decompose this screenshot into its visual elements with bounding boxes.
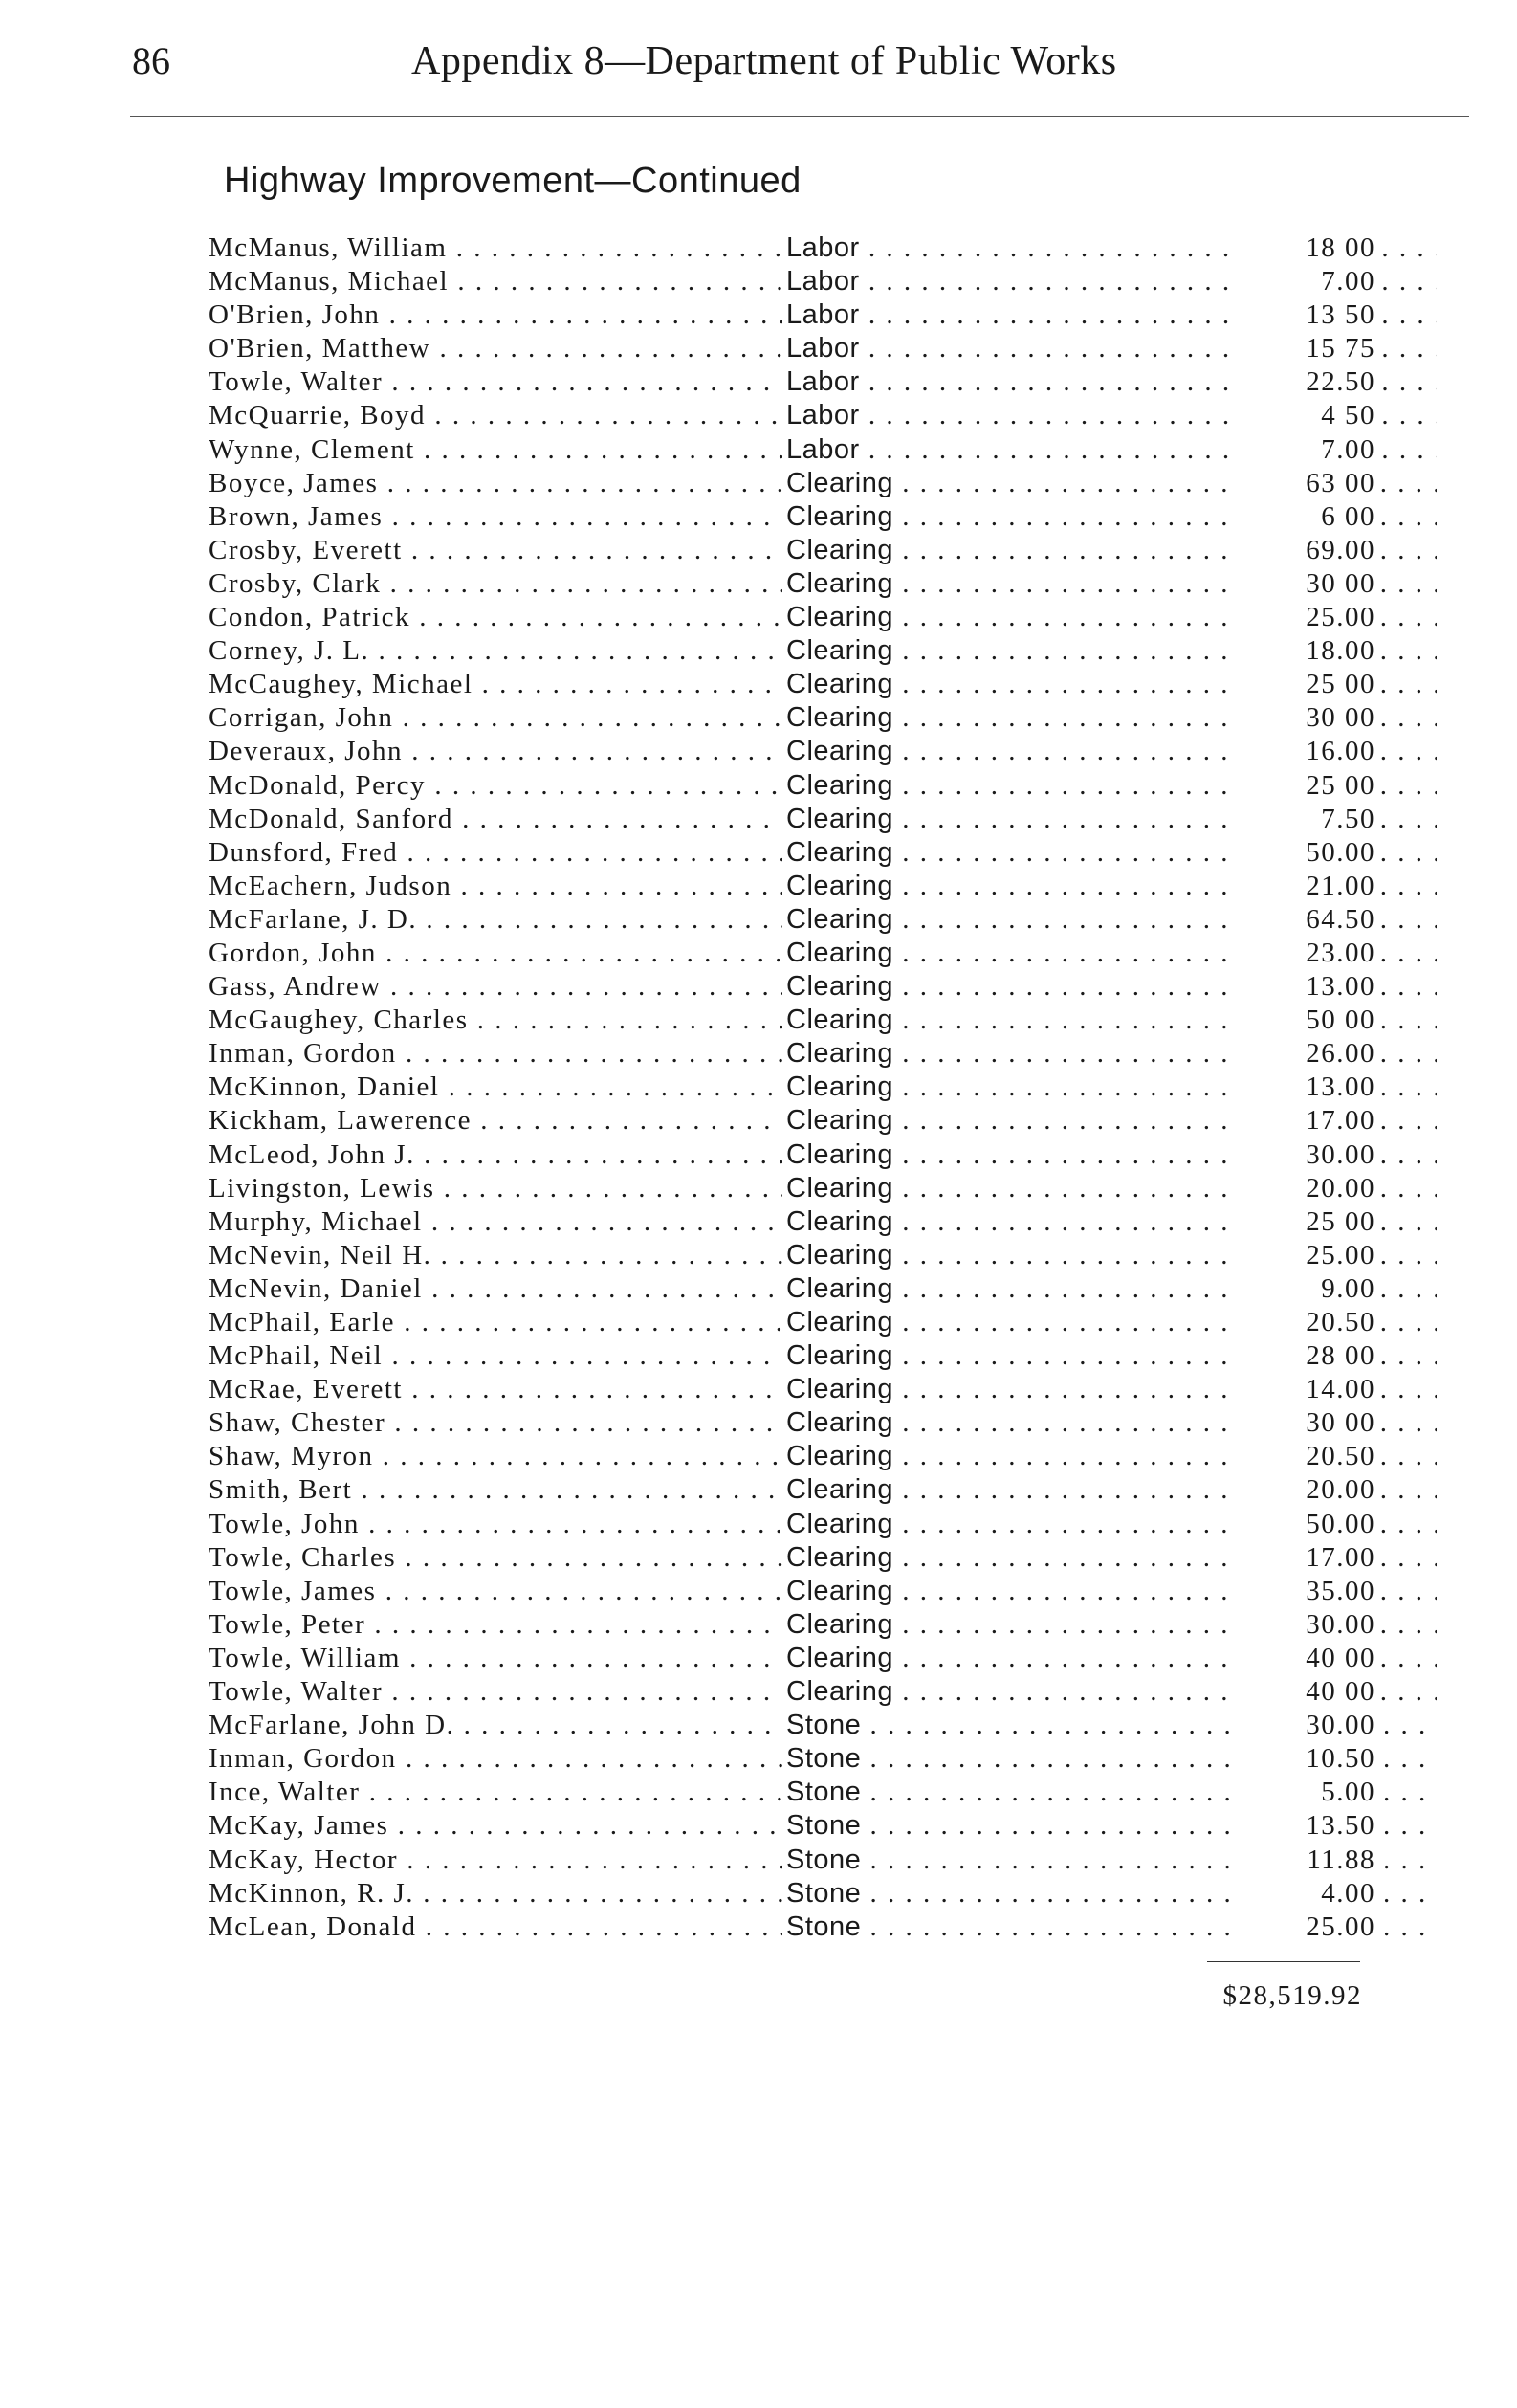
work-type: Clearing . . . bbox=[782, 836, 1437, 870]
work-type: Clearing . . . bbox=[782, 1373, 1437, 1406]
work-type: Clearing . . . bbox=[782, 937, 1437, 970]
payee-name: Gass, Andrew . . . bbox=[209, 970, 782, 1004]
work-type: Labor . . . bbox=[782, 433, 1437, 467]
ledger-row bbox=[209, 836, 1375, 870]
payee-name: Towle, William . . . bbox=[209, 1642, 782, 1675]
payee-name: Corrigan, John . . . bbox=[209, 701, 782, 735]
payee-name: McCaughey, Michael . . . bbox=[209, 668, 782, 701]
work-type: Clearing . . . bbox=[782, 1541, 1437, 1575]
work-type: Clearing . . . bbox=[782, 1172, 1437, 1205]
payment-amount: 6 00 bbox=[1234, 500, 1375, 534]
work-type: Clearing . . . bbox=[782, 970, 1437, 1004]
payee-name: McDonald, Sanford . . . bbox=[209, 803, 782, 836]
work-type: Clearing . . . bbox=[782, 601, 1437, 634]
ledger-row bbox=[209, 534, 1375, 567]
work-type: Clearing . . . bbox=[782, 1306, 1437, 1339]
work-type: Clearing . . . bbox=[782, 1071, 1437, 1104]
ledger-row bbox=[209, 1709, 1375, 1742]
payee-name: McFarlane, J. D. . . . bbox=[209, 903, 782, 937]
work-type: Clearing . . . bbox=[782, 870, 1437, 903]
work-type: Stone . . . bbox=[782, 1877, 1437, 1911]
payee-name: McGaughey, Charles . . . bbox=[209, 1004, 782, 1037]
payee-name: McPhail, Earle . . . bbox=[209, 1306, 782, 1339]
payment-amount: 13.00 bbox=[1234, 1071, 1375, 1104]
ledger-row bbox=[209, 970, 1375, 1004]
payment-amount: 30.00 bbox=[1234, 1608, 1375, 1642]
ledger-row bbox=[209, 399, 1375, 432]
ledger-row bbox=[209, 937, 1375, 970]
ledger-row bbox=[209, 701, 1375, 735]
payee-name: McRae, Everett . . . bbox=[209, 1373, 782, 1406]
work-type: Clearing . . . bbox=[782, 500, 1437, 534]
payee-name: McDonald, Percy . . . bbox=[209, 769, 782, 803]
ledger-row bbox=[209, 1508, 1375, 1541]
ledger-row bbox=[209, 1037, 1375, 1071]
work-type: Labor . . . bbox=[782, 298, 1437, 332]
grand-total: $28,519.92 bbox=[1222, 1980, 1362, 2011]
payee-name: Gordon, John . . . bbox=[209, 937, 782, 970]
payee-name: McKinnon, R. J. . . . bbox=[209, 1877, 782, 1911]
ledger-row bbox=[209, 1004, 1375, 1037]
ledger-row bbox=[209, 332, 1375, 365]
work-type: Clearing . . . bbox=[782, 1642, 1437, 1675]
payee-name: McLeod, John J. . . . bbox=[209, 1138, 782, 1172]
work-type: Labor . . . bbox=[782, 399, 1437, 432]
payee-name: McNevin, Neil H. . . . bbox=[209, 1239, 782, 1272]
work-type: Clearing . . . bbox=[782, 1037, 1437, 1071]
work-type: Stone . . . bbox=[782, 1844, 1437, 1877]
payment-amount: 30.00 bbox=[1234, 1138, 1375, 1172]
payee-name: Condon, Patrick . . . bbox=[209, 601, 782, 634]
work-type: Labor . . . bbox=[782, 365, 1437, 399]
ledger-row bbox=[209, 265, 1375, 298]
payee-name: Wynne, Clement . . . bbox=[209, 433, 782, 467]
ledger-row bbox=[209, 1172, 1375, 1205]
payment-amount: 30 00 bbox=[1234, 1406, 1375, 1440]
payee-name: McPhail, Neil . . . bbox=[209, 1339, 782, 1373]
payment-amount: 28 00 bbox=[1234, 1339, 1375, 1373]
payment-amount: 17.00 bbox=[1234, 1541, 1375, 1575]
ledger-row bbox=[209, 1205, 1375, 1239]
ledger-row bbox=[209, 668, 1375, 701]
work-type: Clearing . . . bbox=[782, 1272, 1437, 1306]
ledger-row bbox=[209, 803, 1375, 836]
payment-amount: 16.00 bbox=[1234, 735, 1375, 768]
payee-name: Inman, Gordon . . . bbox=[209, 1037, 782, 1071]
ledger-row bbox=[209, 1575, 1375, 1608]
work-type: Clearing . . . bbox=[782, 1205, 1437, 1239]
payment-amount: 30 00 bbox=[1234, 701, 1375, 735]
ledger-row bbox=[209, 903, 1375, 937]
section-title: Highway Improvement—Continued bbox=[224, 161, 802, 201]
payee-name: McManus, Michael . . . bbox=[209, 265, 782, 298]
payee-name: O'Brien, Matthew . . . bbox=[209, 332, 782, 365]
ledger-row bbox=[209, 1239, 1375, 1272]
payee-name: McEachern, Judson . . . bbox=[209, 870, 782, 903]
work-type: Clearing . . . bbox=[782, 1575, 1437, 1608]
payment-amount: 18.00 bbox=[1234, 634, 1375, 668]
ledger-row bbox=[209, 1809, 1375, 1843]
payment-amount: 11.88 bbox=[1234, 1844, 1375, 1877]
work-type: Labor . . . bbox=[782, 332, 1437, 365]
ledger-row bbox=[209, 1742, 1375, 1776]
payee-name: Corney, J. L. . . . bbox=[209, 634, 782, 668]
ledger-row bbox=[209, 467, 1375, 500]
payee-name: McLean, Donald . . . bbox=[209, 1911, 782, 1944]
payment-amount: 17.00 bbox=[1234, 1104, 1375, 1138]
payee-name: O'Brien, John . . . bbox=[209, 298, 782, 332]
payment-amount: 25 00 bbox=[1234, 668, 1375, 701]
payee-name: Livingston, Lewis . . . bbox=[209, 1172, 782, 1205]
work-type: Stone . . . bbox=[782, 1809, 1437, 1843]
page-header bbox=[132, 38, 1471, 96]
payment-amount: 9.00 bbox=[1234, 1272, 1375, 1306]
payment-amount: 50.00 bbox=[1234, 1508, 1375, 1541]
ledger-row bbox=[209, 1440, 1375, 1473]
work-type: Clearing . . . bbox=[782, 1138, 1437, 1172]
payment-amount: 18 00 bbox=[1234, 232, 1375, 265]
payment-amount: 25.00 bbox=[1234, 1911, 1375, 1944]
payee-name: Dunsford, Fred . . . bbox=[209, 836, 782, 870]
page-number: 86 bbox=[132, 39, 170, 82]
work-type: Clearing . . . bbox=[782, 903, 1437, 937]
payee-name: McNevin, Daniel . . . bbox=[209, 1272, 782, 1306]
payee-name: Boyce, James . . . bbox=[209, 467, 782, 500]
payment-amount: 14.00 bbox=[1234, 1373, 1375, 1406]
ledger-row bbox=[209, 433, 1375, 467]
ledger-row bbox=[209, 1642, 1375, 1675]
total-rule bbox=[1207, 1961, 1360, 1962]
ledger-row bbox=[209, 634, 1375, 668]
work-type: Clearing . . . bbox=[782, 1608, 1437, 1642]
work-type: Clearing . . . bbox=[782, 1675, 1437, 1709]
payee-name: Towle, Walter . . . bbox=[209, 365, 782, 399]
payment-amount: 15 75 bbox=[1234, 332, 1375, 365]
payee-name: McManus, William . . . bbox=[209, 232, 782, 265]
work-type: Clearing . . . bbox=[782, 467, 1437, 500]
payee-name: McKinnon, Daniel . . . bbox=[209, 1071, 782, 1104]
payment-amount: 13 50 bbox=[1234, 298, 1375, 332]
ledger-row bbox=[209, 232, 1375, 265]
work-type: Clearing . . . bbox=[782, 1104, 1437, 1138]
payee-name: Inman, Gordon . . . bbox=[209, 1742, 782, 1776]
payment-amount: 25.00 bbox=[1234, 601, 1375, 634]
work-type: Clearing . . . bbox=[782, 769, 1437, 803]
ledger-row bbox=[209, 1406, 1375, 1440]
ledger-row bbox=[209, 298, 1375, 332]
payee-name: McKay, Hector . . . bbox=[209, 1844, 782, 1877]
ledger-row bbox=[209, 1541, 1375, 1575]
ledger-row bbox=[209, 1877, 1375, 1911]
payment-amount: 63 00 bbox=[1234, 467, 1375, 500]
payment-amount: 35.00 bbox=[1234, 1575, 1375, 1608]
payment-amount: 25 00 bbox=[1234, 769, 1375, 803]
work-type: Clearing . . . bbox=[782, 1473, 1437, 1507]
payment-amount: 40 00 bbox=[1234, 1642, 1375, 1675]
ledger-row bbox=[209, 365, 1375, 399]
work-type: Clearing . . . bbox=[782, 1239, 1437, 1272]
payment-amount: 20.50 bbox=[1234, 1440, 1375, 1473]
ledger-row bbox=[209, 769, 1375, 803]
ledger-row bbox=[209, 1272, 1375, 1306]
payee-name: McKay, James . . . bbox=[209, 1809, 782, 1843]
payment-amount: 13.00 bbox=[1234, 970, 1375, 1004]
work-type: Clearing . . . bbox=[782, 534, 1437, 567]
payment-amount: 30 00 bbox=[1234, 567, 1375, 601]
ledger-row bbox=[209, 1104, 1375, 1138]
ledger-row bbox=[209, 735, 1375, 768]
payee-name: Towle, Peter . . . bbox=[209, 1608, 782, 1642]
payment-amount: 4.00 bbox=[1234, 1877, 1375, 1911]
ledger-row bbox=[209, 567, 1375, 601]
running-title: Appendix 8—Department of Public Works bbox=[411, 39, 1117, 83]
payment-amount: 4 50 bbox=[1234, 399, 1375, 432]
payee-name: Crosby, Clark . . . bbox=[209, 567, 782, 601]
payee-name: Towle, Charles . . . bbox=[209, 1541, 782, 1575]
payment-amount: 22.50 bbox=[1234, 365, 1375, 399]
ledger-row bbox=[209, 1138, 1375, 1172]
payment-amount: 21.00 bbox=[1234, 870, 1375, 903]
payment-amount: 26.00 bbox=[1234, 1037, 1375, 1071]
work-type: Clearing . . . bbox=[782, 668, 1437, 701]
payment-amount: 64.50 bbox=[1234, 903, 1375, 937]
payee-name: Towle, James . . . bbox=[209, 1575, 782, 1608]
payee-name: McFarlane, John D. . . . bbox=[209, 1709, 782, 1742]
work-type: Labor . . . bbox=[782, 265, 1437, 298]
work-type: Clearing . . . bbox=[782, 567, 1437, 601]
ledger-row bbox=[209, 500, 1375, 534]
payment-amount: 20.50 bbox=[1234, 1306, 1375, 1339]
payee-name: Brown, James . . . bbox=[209, 500, 782, 534]
work-type: Clearing . . . bbox=[782, 1004, 1437, 1037]
payment-amount: 20.00 bbox=[1234, 1172, 1375, 1205]
ledger-row bbox=[209, 1675, 1375, 1709]
expenditure-list bbox=[209, 232, 1375, 1944]
payment-amount: 13.50 bbox=[1234, 1809, 1375, 1843]
header-rule bbox=[130, 116, 1469, 117]
work-type: Stone . . . bbox=[782, 1742, 1437, 1776]
work-type: Stone . . . bbox=[782, 1709, 1437, 1742]
ledger-row bbox=[209, 1306, 1375, 1339]
work-type: Clearing . . . bbox=[782, 1339, 1437, 1373]
payee-name: Murphy, Michael . . . bbox=[209, 1205, 782, 1239]
work-type: Clearing . . . bbox=[782, 1508, 1437, 1541]
work-type: Stone . . . bbox=[782, 1776, 1437, 1809]
payee-name: Towle, John . . . bbox=[209, 1508, 782, 1541]
work-type: Labor . . . bbox=[782, 232, 1437, 265]
payee-name: Deveraux, John . . . bbox=[209, 735, 782, 768]
payment-amount: 25 00 bbox=[1234, 1205, 1375, 1239]
payment-amount: 69.00 bbox=[1234, 534, 1375, 567]
payee-name: Shaw, Chester . . . bbox=[209, 1406, 782, 1440]
ledger-row bbox=[209, 1911, 1375, 1944]
ledger-row bbox=[209, 1473, 1375, 1507]
ledger-row bbox=[209, 1844, 1375, 1877]
payee-name: Kickham, Lawerence . . . bbox=[209, 1104, 782, 1138]
payment-amount: 30.00 bbox=[1234, 1709, 1375, 1742]
payee-name: McQuarrie, Boyd . . . bbox=[209, 399, 782, 432]
work-type: Clearing . . . bbox=[782, 1406, 1437, 1440]
ledger-row bbox=[209, 1373, 1375, 1406]
payee-name: Shaw, Myron . . . bbox=[209, 1440, 782, 1473]
work-type: Clearing . . . bbox=[782, 803, 1437, 836]
payment-amount: 7.50 bbox=[1234, 803, 1375, 836]
work-type: Stone . . . bbox=[782, 1911, 1437, 1944]
work-type: Clearing . . . bbox=[782, 735, 1437, 768]
payment-amount: 40 00 bbox=[1234, 1675, 1375, 1709]
ledger-row bbox=[209, 1776, 1375, 1809]
payee-name: Crosby, Everett . . . bbox=[209, 534, 782, 567]
payment-amount: 23.00 bbox=[1234, 937, 1375, 970]
payment-amount: 10.50 bbox=[1234, 1742, 1375, 1776]
payment-amount: 7.00 bbox=[1234, 265, 1375, 298]
payee-name: Ince, Walter . . . bbox=[209, 1776, 782, 1809]
payment-amount: 5.00 bbox=[1234, 1776, 1375, 1809]
ledger-row bbox=[209, 870, 1375, 903]
ledger-row bbox=[209, 1071, 1375, 1104]
payment-amount: 25.00 bbox=[1234, 1239, 1375, 1272]
work-type: Clearing . . . bbox=[782, 701, 1437, 735]
payee-name: Towle, Walter . . . bbox=[209, 1675, 782, 1709]
payment-amount: 50.00 bbox=[1234, 836, 1375, 870]
ledger-row bbox=[209, 1608, 1375, 1642]
payee-name: Smith, Bert . . . bbox=[209, 1473, 782, 1507]
work-type: Clearing . . . bbox=[782, 1440, 1437, 1473]
ledger-row bbox=[209, 601, 1375, 634]
payment-amount: 50 00 bbox=[1234, 1004, 1375, 1037]
ledger-row bbox=[209, 1339, 1375, 1373]
payment-amount: 20.00 bbox=[1234, 1473, 1375, 1507]
work-type: Clearing . . . bbox=[782, 634, 1437, 668]
payment-amount: 7.00 bbox=[1234, 433, 1375, 467]
